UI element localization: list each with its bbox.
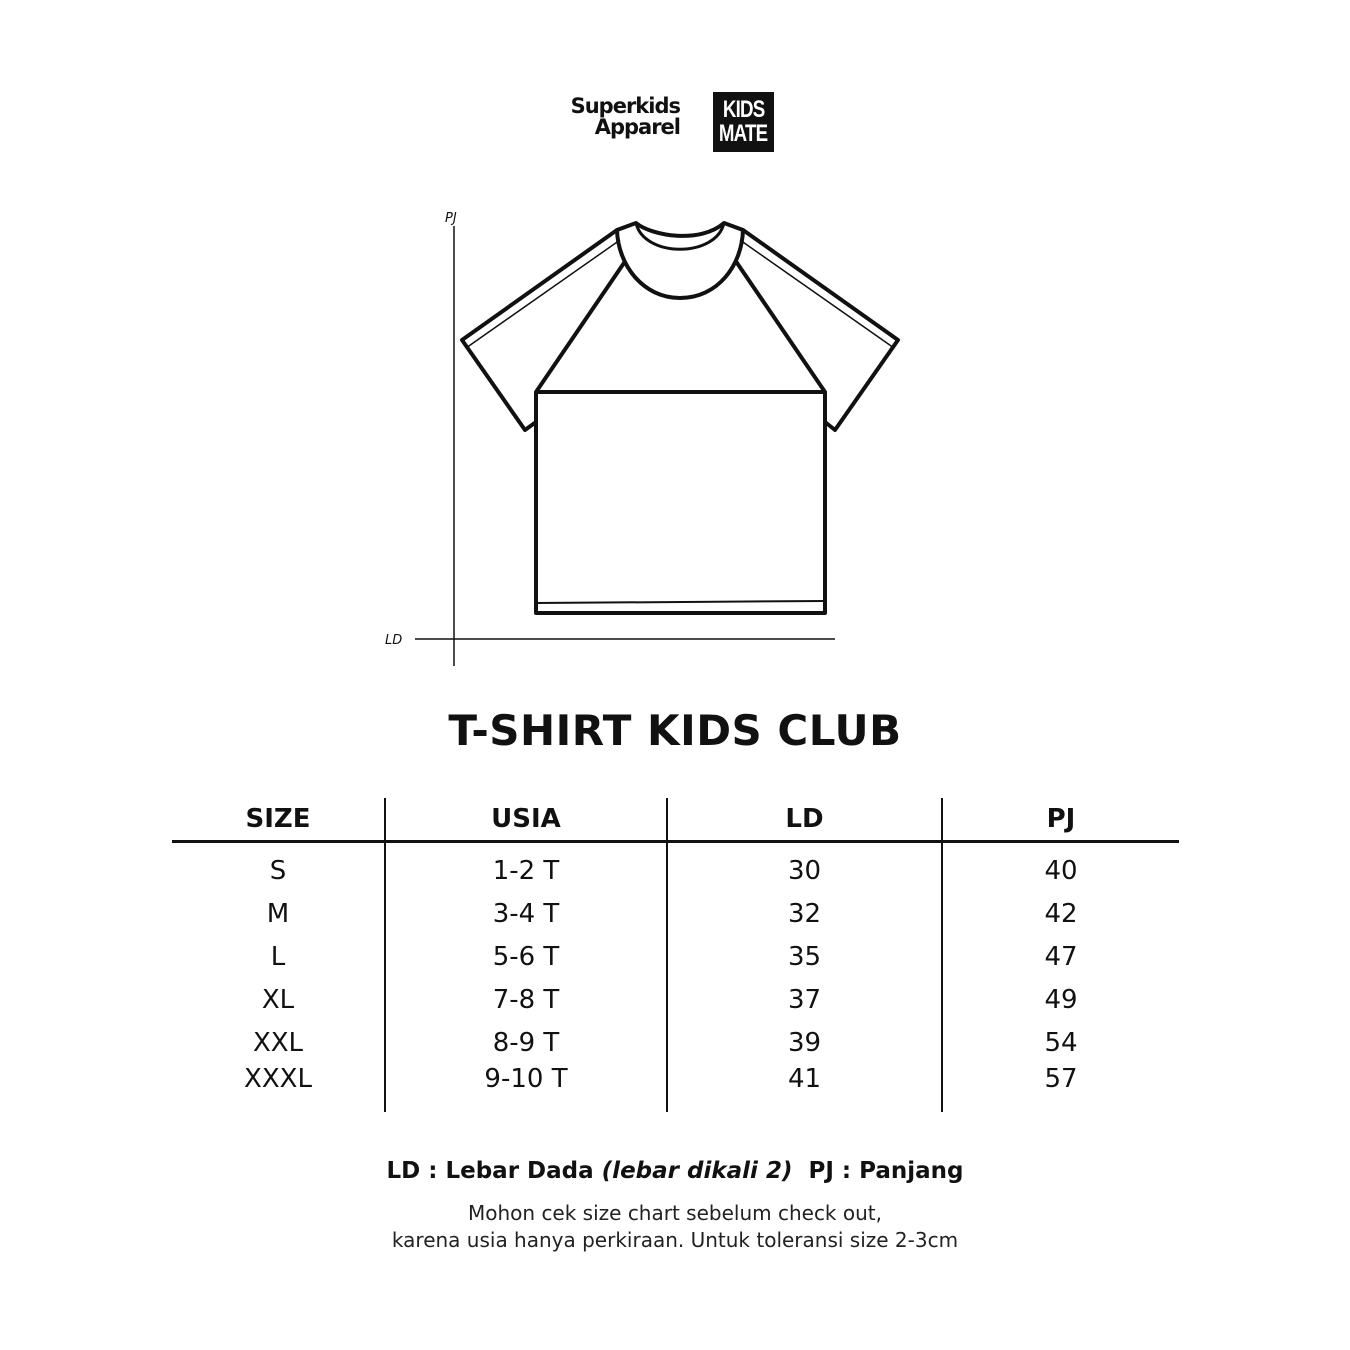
cell-pj: 40: [942, 842, 1179, 893]
cell-pj: 42: [942, 892, 1179, 935]
table-header-row: [172, 798, 1179, 842]
header-ld: LD: [667, 798, 942, 842]
cell-usia: 5-6 T: [385, 935, 667, 978]
table-row: [172, 935, 1179, 978]
cell-usia: 1-2 T: [385, 842, 667, 893]
cell-pj: 49: [942, 978, 1179, 1021]
note-line-2: karena usia hanya perkiraan. Untuk toleransi size 2-3cm: [391, 1228, 959, 1252]
cell-usia: 9-10 T: [385, 1064, 667, 1112]
cell-ld: 30: [667, 842, 942, 893]
legend-ld-note: (lebar dikali 2): [601, 1158, 793, 1184]
cell-ld: 41: [667, 1064, 942, 1112]
table-row: [172, 892, 1179, 935]
tshirt-outline: [462, 223, 898, 613]
cell-pj: 47: [942, 935, 1179, 978]
cell-ld: 39: [667, 1021, 942, 1064]
note-line-1: Mohon cek size chart sebelum check out,: [468, 1201, 882, 1225]
table-row: [172, 1064, 1179, 1112]
legend-pj: PJ : Panjang: [808, 1158, 964, 1184]
legend-ld: LD : Lebar Dada: [386, 1158, 594, 1184]
page-title: T-SHIRT KIDS CLUB: [448, 706, 902, 755]
size-note: [0, 1200, 1350, 1254]
ld-axis-label: LD: [385, 633, 403, 648]
header-usia: USIA: [385, 798, 667, 842]
cell-usia: 8-9 T: [385, 1021, 667, 1064]
cell-size: XXL: [252, 1027, 304, 1058]
table-row: [172, 978, 1179, 1021]
table-row: [172, 842, 1179, 893]
cell-usia: 3-4 T: [385, 892, 667, 935]
cell-usia: 7-8 T: [385, 978, 667, 1021]
cell-size: L: [270, 941, 286, 972]
cell-ld: 32: [667, 892, 942, 935]
table-row: [172, 1021, 1179, 1064]
brand-line-1: Superkids: [570, 94, 680, 118]
mark-line-2: MATE: [719, 120, 768, 147]
superkids-apparel-logo: [548, 96, 680, 138]
header-pj: PJ: [942, 798, 1179, 842]
cell-size: M: [266, 898, 290, 929]
cell-ld: 37: [667, 978, 942, 1021]
size-chart-table: [172, 798, 1179, 1112]
header-size: SIZE: [172, 798, 385, 842]
cell-ld: 35: [667, 935, 942, 978]
mark-line-1: KIDS: [722, 96, 765, 123]
cell-pj: 54: [942, 1021, 1179, 1064]
brand-line-2: Apparel: [594, 115, 680, 139]
pj-axis-label: PJ: [445, 211, 457, 226]
tshirt-diagram: [380, 200, 920, 675]
cell-pj: 57: [942, 1064, 1179, 1112]
cell-size: XXXL: [244, 1064, 312, 1094]
kids-mate-logo: [713, 92, 774, 152]
measurement-legend: [0, 1158, 1350, 1184]
cell-size: XL: [261, 984, 295, 1015]
cell-size: S: [269, 855, 287, 886]
